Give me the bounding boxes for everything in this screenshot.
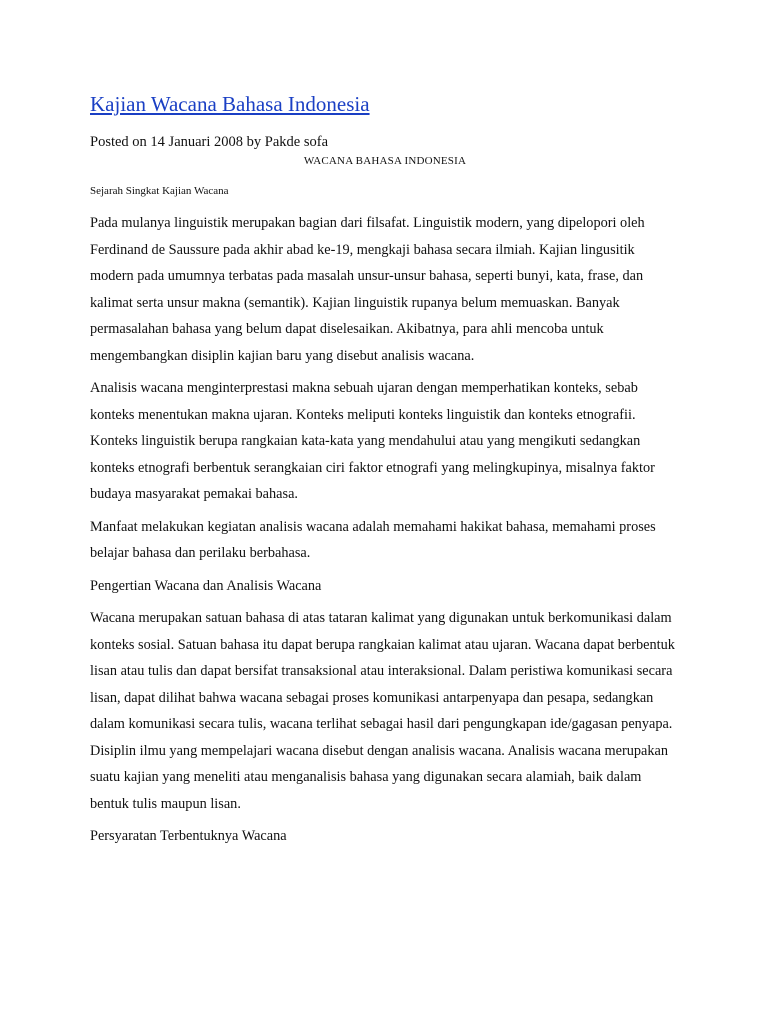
paragraph-definition: Wacana merupakan satuan bahasa di atas tataran kalimat yang digunakan untuk berkomunikasi dalam konteks sosial. Satuan bahasa itu dapat berupa rangkaian kalimat atau ujaran. Wacana dapat berbentuk lisan atau tulis dan dapat bersifat transaksional atau interaksional. Dalam peristiwa komunikasi secara lisan, dapat dilihat bahwa wacana sebagai proses komunikasi antarpenyapa dan pesapa, sedangkan dalam komunikasi secara tulis, wacana terlihat sebagai hasil dari pengungkapan ide/gagasan penyapa. Disiplin ilmu yang mempelajari wacana disebut dengan analisis wacana. Analisis wacana merupakan suatu kajian yang meneliti atau menganalisis bahasa yang digunakan secara alamiah, baik dalam bentuk tulis maupun lisan.	[90, 610, 675, 812]
paragraph-benefits: Manfaat melakukan kegiatan analisis wacana adalah memahami hakikat bahasa, memahami proses belajar bahasa dan perilaku berbahasa.	[90, 518, 656, 561]
paragraph-discourse-analysis: Analisis wacana menginterprestasi makna sebuah ujaran dengan memperhatikan konteks, sebab konteks menentukan makna ujaran. Konteks meliputi konteks linguistik dan konteks etnografii. Konteks linguistik berupa rangkaian kata-kata yang mendahului atau yang mengikuti sedangkan konteks etnografi berbentuk serangkaian ciri faktor etnografi yang melingkupinya, misalnya faktor budaya masyarakat pemakai bahasa.	[90, 380, 655, 502]
posted-byline: Posted on 14 Januari 2008 by Pakde sofa	[90, 134, 329, 150]
document-page	[90, 88, 680, 850]
paragraph-linguistics-history: Pada mulanya linguistik merupakan bagian dari filsafat. Linguistik modern, yang dipelopori oleh Ferdinand de Saussure pada akhir abad ke-19, mengkaji bahasa secara ilmiah. Kajian lingusitik modern pada umumnya terbatas pada masalah unsur-unsur bahasa, seperti bunyi, kata, frase, dan kalimat serta unsur makna (semantik). Kajian linguistik rupanya belum memuaskan. Banyak permasalahan bahasa yang belum dapat diselesaikan. Akibatnya, para ahli mencoba untuk mengembangkan disiplin kajian baru yang disebut analisis wacana.	[90, 215, 645, 364]
requirements-heading: Persyaratan Terbentuknya Wacana	[90, 828, 287, 844]
article-title-link[interactable]: Kajian Wacana Bahasa Indonesia	[90, 92, 370, 116]
definition-heading: Pengertian Wacana dan Analisis Wacana	[90, 577, 322, 594]
document-heading: WACANA BAHASA INDONESIA	[303, 155, 467, 167]
history-heading: Sejarah Singkat Kajian Wacana	[90, 185, 229, 197]
